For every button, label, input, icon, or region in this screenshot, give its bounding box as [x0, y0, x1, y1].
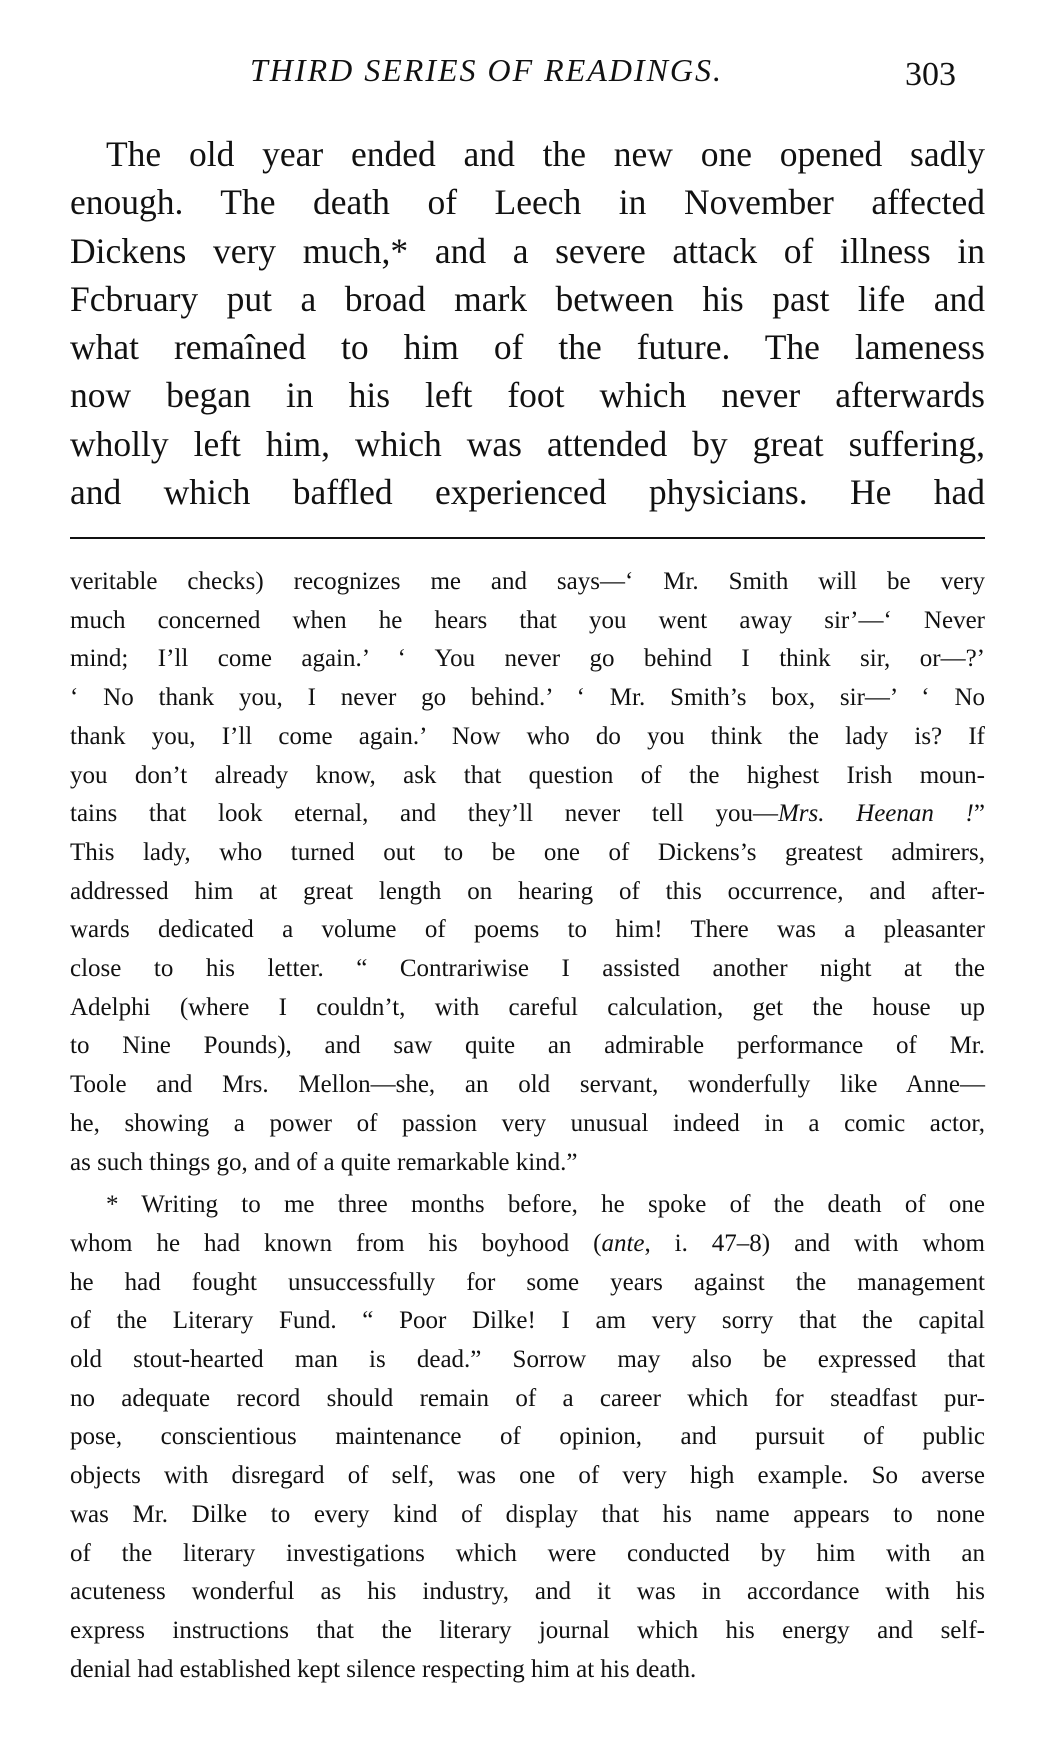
- footnote-line: denial had established kept silence respecting him at his death.: [70, 1655, 697, 1683]
- footnote-line: This lady, who turned out to be one of Dickens’s greatest admirers,: [70, 838, 985, 866]
- footnote-text: , i. 47–8) and with whom: [644, 1229, 985, 1257]
- footnote-line: * Writing to me three months before, he spoke of the death of one: [106, 1191, 985, 1219]
- body-line: The old year ended and the new one opened sadly: [106, 134, 985, 174]
- body-line: Dickens very much,* and a severe attack of illness in: [70, 230, 985, 271]
- footnote-line: pose, conscientious maintenance of opinion, and pursuit of public: [70, 1423, 985, 1451]
- footnote-line: Adelphi (where I couldn’t, with careful calculation, get the house up: [70, 993, 985, 1021]
- footnote-line: acuteness wonderful as his industry, and it was in accordance with his: [70, 1578, 985, 1606]
- footnote-text: ”: [973, 800, 985, 828]
- footnote-line: was Mr. Dilke to every kind of display that his name appears to none: [70, 1500, 985, 1528]
- footnote-line: no adequate record should remain of a career which for steadfast pur-: [70, 1384, 985, 1412]
- footnote-line: you don’t already know, ask that question of the highest Irish moun-: [70, 761, 985, 789]
- footnote-line: thank you, I’ll come again.’ Now who do you think the lady is? If: [70, 722, 985, 750]
- footnote-line: to Nine Pounds), and saw quite an admirable performance of Mr.: [70, 1032, 985, 1060]
- footnote-line: of the Literary Fund. “ Poor Dilke! I am very sorry that the capital: [70, 1307, 985, 1335]
- footnote-line: close to his letter. “ Contrariwise I assisted another night at the: [70, 955, 985, 983]
- footnote-dilke: [70, 1186, 985, 1689]
- footnotes: [70, 563, 985, 1689]
- footnote-italic-name: Mrs. Heenan !: [777, 800, 974, 828]
- footnote-line: wards dedicated a volume of poems to him! There was a pleasanter: [70, 916, 985, 944]
- body-line: Fcbruary put a broad mark between his past life and: [70, 278, 985, 319]
- footnote-line: he, showing a power of passion very unusual indeed in a comic actor,: [70, 1109, 985, 1137]
- body-line: enough. The death of Leech in November affected: [70, 182, 985, 223]
- body-paragraph: [70, 130, 985, 516]
- footnote-line: veritable checks) recognizes me and says—‘ Mr. Smith will be very: [70, 568, 985, 595]
- body-line: and which baffled experienced physicians. He had: [70, 472, 985, 513]
- body-line: now began in his left foot which never afterwards: [70, 375, 985, 416]
- footnote-line: objects with disregard of self, was one of very high example. So averse: [70, 1462, 985, 1490]
- page-number: 303: [905, 56, 956, 93]
- footnote-line: as such things go, and of a quite remarkable kind.”: [70, 1148, 578, 1176]
- footnote-line: of the literary investigations which were conducted by him with an: [70, 1539, 985, 1567]
- footnote-line: Toole and Mrs. Mellon—she, an old servant, wonderfully like Anne—: [70, 1071, 985, 1099]
- footnote-divider: [70, 537, 985, 539]
- footnote-line: [70, 1225, 985, 1264]
- footnote-text: whom he had known from his boyhood (: [70, 1229, 602, 1257]
- body-line: what remaîned to him of the future. The lameness: [70, 327, 985, 368]
- body-line: wholly left him, which was attended by great suffering,: [70, 423, 985, 464]
- footnote-line: addressed him at great length on hearing of this occurrence, and after-: [70, 877, 985, 905]
- footnote-line: [70, 795, 985, 834]
- footnote-continued: [70, 563, 985, 1182]
- footnote-line: much concerned when he hears that you went away sir’—‘ Never: [70, 606, 985, 634]
- footnote-line: old stout-hearted man is dead.” Sorrow may also be expressed that: [70, 1346, 985, 1374]
- footnote-line: ‘ No thank you, I never go behind.’ ‘ Mr. Smith’s box, sir—’ ‘ No: [70, 684, 985, 712]
- footnote-italic-ref: ante: [601, 1229, 645, 1257]
- footnote-text: tains that look eternal, and they’ll never tell you—: [70, 800, 778, 828]
- footnote-line: express instructions that the literary journal which his energy and self-: [70, 1616, 985, 1644]
- running-title: THIRD SERIES OF READINGS.: [250, 52, 724, 88]
- footnote-line: mind; I’ll come again.’ ‘ You never go behind I think sir, or—?’: [70, 645, 985, 673]
- footnote-line: he had fought unsuccessfully for some years against the management: [70, 1268, 985, 1296]
